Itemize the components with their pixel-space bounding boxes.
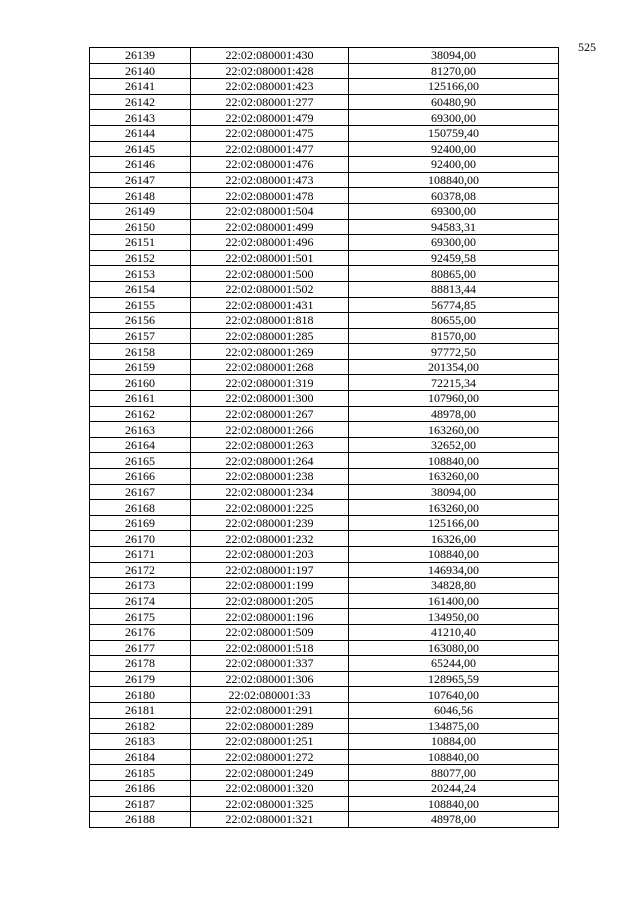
cadastral-number-cell: 22:02:080001:320	[191, 780, 349, 796]
table-row	[90, 765, 559, 781]
table-row	[90, 718, 559, 734]
cadastral-number-cell: 22:02:080001:285	[191, 328, 349, 344]
row-number-cell: 26142	[90, 94, 191, 110]
value-cell: 108840,00	[349, 749, 559, 765]
table-row	[90, 484, 559, 500]
cadastral-number-cell: 22:02:080001:423	[191, 79, 349, 95]
row-number-cell: 26155	[90, 297, 191, 313]
table-row	[90, 344, 559, 360]
value-cell: 134875,00	[349, 718, 559, 734]
cadastral-number-cell: 22:02:080001:239	[191, 515, 349, 531]
row-number-cell: 26170	[90, 531, 191, 547]
table-row	[90, 500, 559, 516]
value-cell: 69300,00	[349, 235, 559, 251]
cadastral-number-cell: 22:02:080001:475	[191, 125, 349, 141]
row-number-cell: 26179	[90, 671, 191, 687]
row-number-cell: 26181	[90, 702, 191, 718]
value-cell: 201354,00	[349, 359, 559, 375]
table-row	[90, 624, 559, 640]
row-number-cell: 26171	[90, 547, 191, 563]
row-number-cell: 26159	[90, 359, 191, 375]
cadastral-number-cell: 22:02:080001:263	[191, 437, 349, 453]
cadastral-number-cell: 22:02:080001:225	[191, 500, 349, 516]
value-cell: 97772,50	[349, 344, 559, 360]
row-number-cell: 26186	[90, 780, 191, 796]
table-row	[90, 79, 559, 95]
row-number-cell: 26178	[90, 656, 191, 672]
value-cell: 10884,00	[349, 734, 559, 750]
row-number-cell: 26148	[90, 188, 191, 204]
cadastral-number-cell: 22:02:080001:509	[191, 624, 349, 640]
table-row	[90, 578, 559, 594]
cadastral-number-cell: 22:02:080001:266	[191, 422, 349, 438]
table-row	[90, 125, 559, 141]
value-cell: 94583,31	[349, 219, 559, 235]
row-number-cell: 26151	[90, 235, 191, 251]
table-row	[90, 515, 559, 531]
cadastral-number-cell: 22:02:080001:300	[191, 391, 349, 407]
value-cell: 80865,00	[349, 266, 559, 282]
value-cell: 125166,00	[349, 79, 559, 95]
table-row	[90, 391, 559, 407]
table-row	[90, 796, 559, 812]
row-number-cell: 26169	[90, 515, 191, 531]
cadastral-number-cell: 22:02:080001:818	[191, 313, 349, 329]
row-number-cell: 26165	[90, 453, 191, 469]
row-number-cell: 26173	[90, 578, 191, 594]
table-row	[90, 328, 559, 344]
value-cell: 38094,00	[349, 484, 559, 500]
value-cell: 88813,44	[349, 281, 559, 297]
table-row	[90, 702, 559, 718]
row-number-cell: 26145	[90, 141, 191, 157]
value-cell: 92459,58	[349, 250, 559, 266]
value-cell: 163260,00	[349, 500, 559, 516]
value-cell: 16326,00	[349, 531, 559, 547]
cadastral-number-cell: 22:02:080001:306	[191, 671, 349, 687]
row-number-cell: 26185	[90, 765, 191, 781]
cadastral-number-cell: 22:02:080001:479	[191, 110, 349, 126]
cadastral-number-cell: 22:02:080001:337	[191, 656, 349, 672]
value-cell: 128965,59	[349, 671, 559, 687]
cadastral-number-cell: 22:02:080001:205	[191, 593, 349, 609]
value-cell: 56774,85	[349, 297, 559, 313]
cadastral-number-cell: 22:02:080001:234	[191, 484, 349, 500]
value-cell: 80655,00	[349, 313, 559, 329]
row-number-cell: 26140	[90, 63, 191, 79]
row-number-cell: 26174	[90, 593, 191, 609]
row-number-cell: 26152	[90, 250, 191, 266]
table-row	[90, 63, 559, 79]
cadastral-number-cell: 22:02:080001:476	[191, 157, 349, 173]
table-row	[90, 235, 559, 251]
row-number-cell: 26141	[90, 79, 191, 95]
row-number-cell: 26184	[90, 749, 191, 765]
value-cell: 107640,00	[349, 687, 559, 703]
row-number-cell: 26157	[90, 328, 191, 344]
cadastral-number-cell: 22:02:080001:268	[191, 359, 349, 375]
table-row	[90, 562, 559, 578]
table-row	[90, 406, 559, 422]
row-number-cell: 26144	[90, 125, 191, 141]
table-row	[90, 656, 559, 672]
value-cell: 107960,00	[349, 391, 559, 407]
table-row	[90, 110, 559, 126]
cadastral-number-cell: 22:02:080001:251	[191, 734, 349, 750]
value-cell: 161400,00	[349, 593, 559, 609]
row-number-cell: 26180	[90, 687, 191, 703]
row-number-cell: 26182	[90, 718, 191, 734]
cadastral-number-cell: 22:02:080001:289	[191, 718, 349, 734]
table-row	[90, 203, 559, 219]
table-row	[90, 640, 559, 656]
row-number-cell: 26147	[90, 172, 191, 188]
value-cell: 108840,00	[349, 547, 559, 563]
row-number-cell: 26187	[90, 796, 191, 812]
value-cell: 48978,00	[349, 406, 559, 422]
table-row	[90, 94, 559, 110]
row-number-cell: 26154	[90, 281, 191, 297]
row-number-cell: 26150	[90, 219, 191, 235]
value-cell: 48978,00	[349, 812, 559, 828]
table-row	[90, 297, 559, 313]
value-cell: 125166,00	[349, 515, 559, 531]
table-row	[90, 593, 559, 609]
value-cell: 32652,00	[349, 437, 559, 453]
cadastral-number-cell: 22:02:080001:477	[191, 141, 349, 157]
value-cell: 108840,00	[349, 453, 559, 469]
table-row	[90, 422, 559, 438]
value-cell: 6046,56	[349, 702, 559, 718]
value-cell: 38094,00	[349, 48, 559, 64]
table-row	[90, 359, 559, 375]
value-cell: 69300,00	[349, 110, 559, 126]
table-row	[90, 749, 559, 765]
row-number-cell: 26158	[90, 344, 191, 360]
table-row	[90, 734, 559, 750]
value-cell: 92400,00	[349, 141, 559, 157]
cadastral-number-cell: 22:02:080001:501	[191, 250, 349, 266]
table-row	[90, 313, 559, 329]
page-number: 525	[578, 40, 596, 54]
table-row	[90, 780, 559, 796]
value-cell: 72215,34	[349, 375, 559, 391]
cadastral-number-cell: 22:02:080001:196	[191, 609, 349, 625]
row-number-cell: 26175	[90, 609, 191, 625]
value-cell: 92400,00	[349, 157, 559, 173]
cadastral-number-cell: 22:02:080001:502	[191, 281, 349, 297]
value-cell: 41210,40	[349, 624, 559, 640]
row-number-cell: 26139	[90, 48, 191, 64]
cadastral-number-cell: 22:02:080001:428	[191, 63, 349, 79]
row-number-cell: 26161	[90, 391, 191, 407]
cadastral-number-cell: 22:02:080001:264	[191, 453, 349, 469]
cadastral-number-cell: 22:02:080001:325	[191, 796, 349, 812]
value-cell: 88077,00	[349, 765, 559, 781]
row-number-cell: 26146	[90, 157, 191, 173]
cadastral-number-cell: 22:02:080001:291	[191, 702, 349, 718]
table-row	[90, 671, 559, 687]
cadastral-value-table	[89, 47, 559, 828]
row-number-cell: 26156	[90, 313, 191, 329]
table-row	[90, 141, 559, 157]
cadastral-number-cell: 22:02:080001:430	[191, 48, 349, 64]
cadastral-number-cell: 22:02:080001:272	[191, 749, 349, 765]
table-row	[90, 469, 559, 485]
table-row	[90, 250, 559, 266]
cadastral-number-cell: 22:02:080001:249	[191, 765, 349, 781]
row-number-cell: 26163	[90, 422, 191, 438]
row-number-cell: 26153	[90, 266, 191, 282]
cadastral-number-cell: 22:02:080001:269	[191, 344, 349, 360]
table-row	[90, 375, 559, 391]
table-row	[90, 48, 559, 64]
table-row	[90, 281, 559, 297]
row-number-cell: 26162	[90, 406, 191, 422]
value-cell: 81570,00	[349, 328, 559, 344]
row-number-cell: 26172	[90, 562, 191, 578]
cadastral-number-cell: 22:02:080001:518	[191, 640, 349, 656]
table-row	[90, 453, 559, 469]
cadastral-number-cell: 22:02:080001:33	[191, 687, 349, 703]
row-number-cell: 26176	[90, 624, 191, 640]
row-number-cell: 26167	[90, 484, 191, 500]
row-number-cell: 26188	[90, 812, 191, 828]
value-cell: 108840,00	[349, 796, 559, 812]
cadastral-number-cell: 22:02:080001:238	[191, 469, 349, 485]
table-row	[90, 531, 559, 547]
row-number-cell: 26143	[90, 110, 191, 126]
value-cell: 60378,08	[349, 188, 559, 204]
value-cell: 146934,00	[349, 562, 559, 578]
table-row	[90, 266, 559, 282]
value-cell: 60480,90	[349, 94, 559, 110]
cadastral-number-cell: 22:02:080001:267	[191, 406, 349, 422]
cadastral-number-cell: 22:02:080001:197	[191, 562, 349, 578]
value-cell: 108840,00	[349, 172, 559, 188]
cadastral-number-cell: 22:02:080001:321	[191, 812, 349, 828]
cadastral-number-cell: 22:02:080001:319	[191, 375, 349, 391]
cadastral-number-cell: 22:02:080001:499	[191, 219, 349, 235]
table-row	[90, 812, 559, 828]
row-number-cell: 26168	[90, 500, 191, 516]
cadastral-number-cell: 22:02:080001:277	[191, 94, 349, 110]
row-number-cell: 26183	[90, 734, 191, 750]
table-row	[90, 687, 559, 703]
value-cell: 150759,40	[349, 125, 559, 141]
value-cell: 34828,80	[349, 578, 559, 594]
value-cell: 20244,24	[349, 780, 559, 796]
table-row	[90, 437, 559, 453]
table-body	[90, 48, 559, 828]
cadastral-number-cell: 22:02:080001:431	[191, 297, 349, 313]
cadastral-number-cell: 22:02:080001:504	[191, 203, 349, 219]
cadastral-number-cell: 22:02:080001:500	[191, 266, 349, 282]
cadastral-number-cell: 22:02:080001:232	[191, 531, 349, 547]
table-row	[90, 157, 559, 173]
cadastral-number-cell: 22:02:080001:478	[191, 188, 349, 204]
value-cell: 163080,00	[349, 640, 559, 656]
row-number-cell: 26149	[90, 203, 191, 219]
table-row	[90, 219, 559, 235]
table-row	[90, 188, 559, 204]
cadastral-number-cell: 22:02:080001:203	[191, 547, 349, 563]
cadastral-number-cell: 22:02:080001:473	[191, 172, 349, 188]
value-cell: 81270,00	[349, 63, 559, 79]
cadastral-number-cell: 22:02:080001:496	[191, 235, 349, 251]
row-number-cell: 26166	[90, 469, 191, 485]
table-row	[90, 547, 559, 563]
table-row	[90, 609, 559, 625]
value-cell: 163260,00	[349, 422, 559, 438]
value-cell: 69300,00	[349, 203, 559, 219]
cadastral-number-cell: 22:02:080001:199	[191, 578, 349, 594]
value-cell: 65244,00	[349, 656, 559, 672]
value-cell: 134950,00	[349, 609, 559, 625]
table-row	[90, 172, 559, 188]
value-cell: 163260,00	[349, 469, 559, 485]
row-number-cell: 26164	[90, 437, 191, 453]
row-number-cell: 26177	[90, 640, 191, 656]
row-number-cell: 26160	[90, 375, 191, 391]
